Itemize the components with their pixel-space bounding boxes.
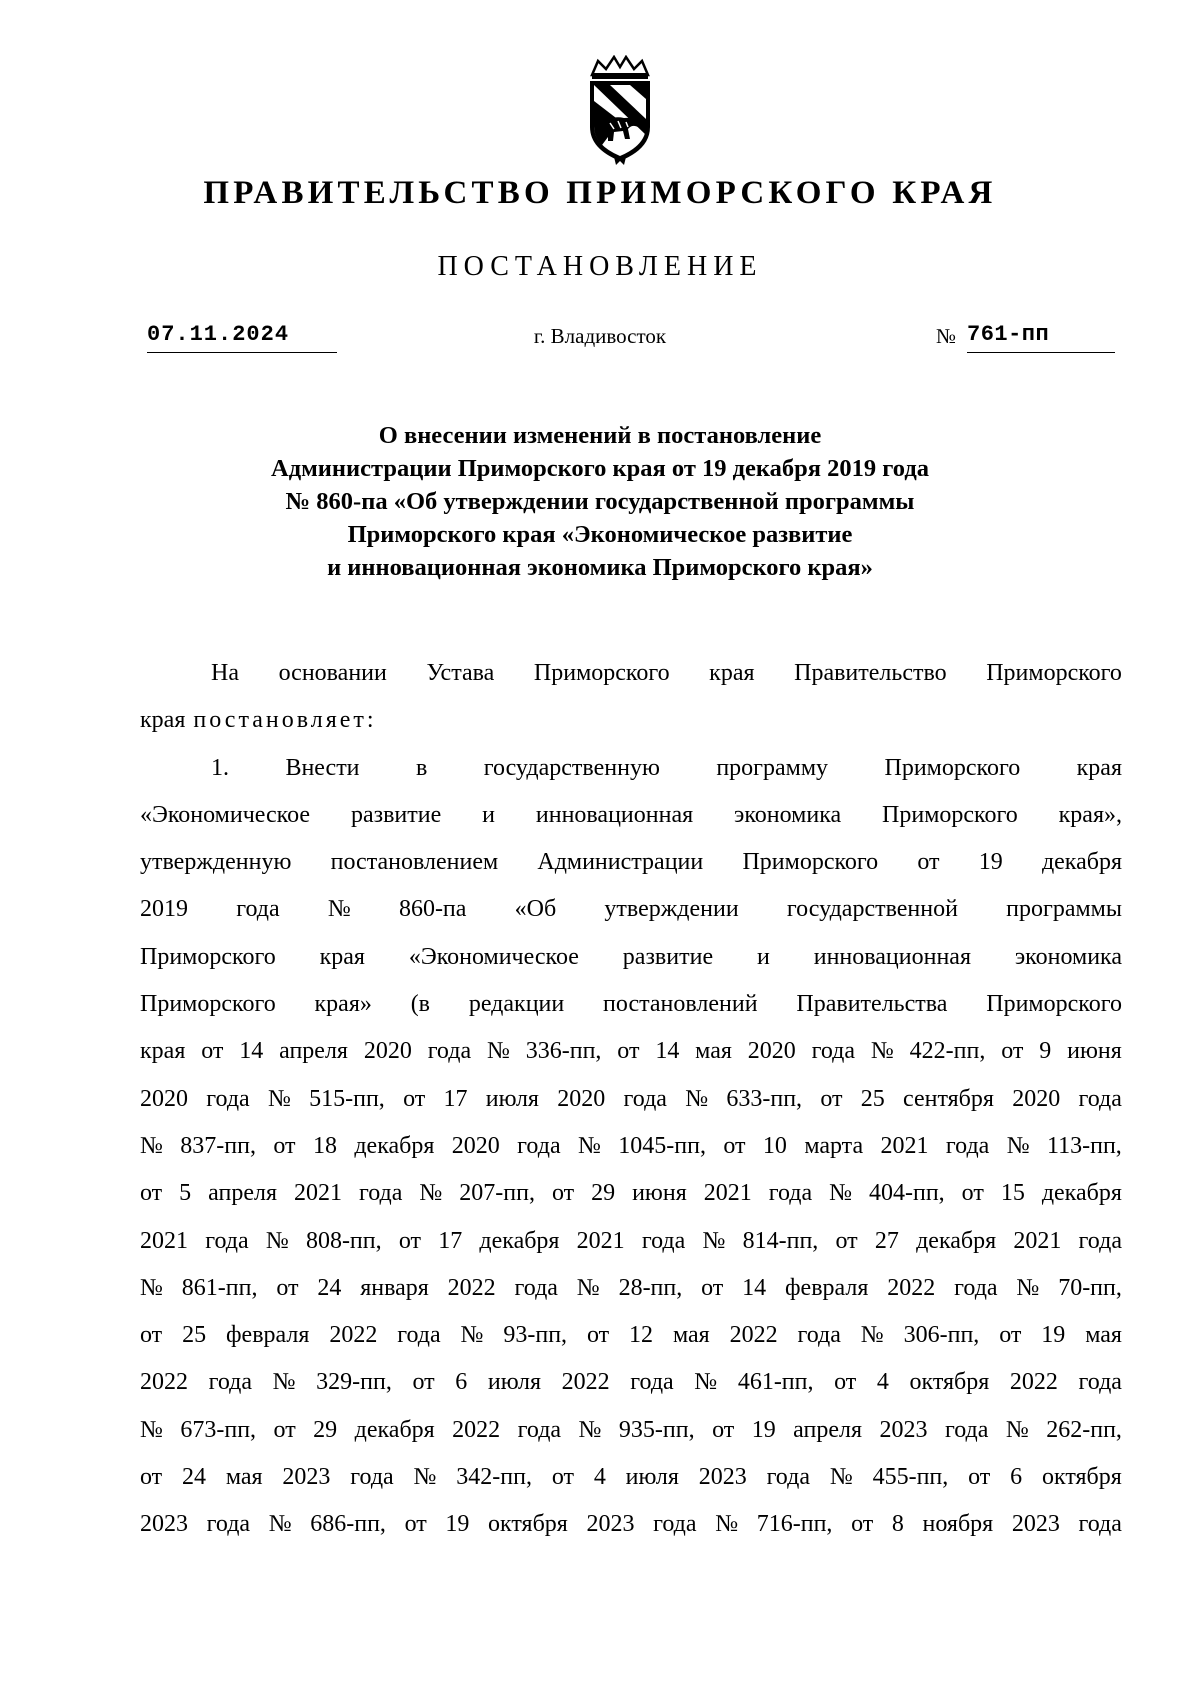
word: 6 <box>1010 1464 1023 1491</box>
word: года <box>236 896 280 923</box>
word: от <box>140 1322 163 1349</box>
paragraph-line <box>140 886 1122 933</box>
word: утверждении <box>604 896 739 923</box>
word: апреля <box>793 1416 863 1443</box>
word: развитие <box>350 801 442 828</box>
word: 422-пп, <box>909 1038 986 1065</box>
word: Приморского <box>140 943 276 970</box>
word: мая <box>695 1038 732 1065</box>
word: 515-пп, <box>309 1085 385 1112</box>
word: № <box>268 1511 292 1538</box>
word: марта <box>804 1132 864 1159</box>
word: № <box>576 1274 600 1301</box>
word: № <box>1005 1416 1029 1443</box>
word: 2020 <box>747 1038 796 1065</box>
word: постановлением <box>330 849 499 876</box>
word: от <box>551 1464 574 1491</box>
word: 14 <box>239 1038 264 1065</box>
word: июля <box>485 1085 539 1112</box>
word: года <box>1078 1511 1122 1538</box>
word: 455-пп, <box>872 1464 949 1491</box>
word: 113-пп, <box>1047 1132 1122 1159</box>
word: декабря <box>916 1227 997 1254</box>
word: апреля <box>208 1180 277 1207</box>
word: № <box>1006 1132 1030 1159</box>
word: Устава <box>426 660 495 686</box>
word: 19 <box>445 1511 470 1538</box>
word: года <box>944 1416 989 1443</box>
word: 4 <box>876 1369 889 1396</box>
word: 29 <box>313 1416 338 1443</box>
word: и <box>756 943 770 970</box>
word: 2022 <box>140 1369 188 1396</box>
word: Приморского <box>882 801 1018 828</box>
word: края <box>140 1038 186 1065</box>
word: «Экономическое <box>408 943 579 970</box>
word: июня <box>632 1180 687 1207</box>
word: 10 <box>762 1132 787 1159</box>
word: 25 <box>182 1322 207 1349</box>
word: 2020 <box>1012 1085 1061 1112</box>
word: Приморского <box>140 991 276 1018</box>
word: года <box>514 1274 558 1301</box>
word: 2023 <box>1011 1511 1060 1538</box>
paragraph-line <box>140 1218 1122 1265</box>
word: Администрации <box>537 849 704 876</box>
word: декабря <box>1041 1180 1122 1207</box>
word: развитие <box>622 943 714 970</box>
word: 673-пп, <box>180 1416 257 1443</box>
word: государственной <box>786 896 958 923</box>
paragraph-line <box>140 1501 1122 1548</box>
subject-line: Администрации Приморского края от 19 декабря 2019 года <box>271 455 929 482</box>
paragraph-line <box>140 745 1122 792</box>
word: 19 <box>978 849 1003 876</box>
word: 935-пп, <box>618 1416 695 1443</box>
word: 29 <box>591 1180 616 1207</box>
word: Приморского <box>742 849 879 876</box>
word: года <box>768 1180 813 1207</box>
word: от <box>586 1322 610 1349</box>
word: (в <box>410 991 431 1018</box>
word: января <box>360 1274 429 1301</box>
word: 1. <box>211 754 229 781</box>
paragraph-line <box>140 1265 1122 1312</box>
word: года <box>945 1132 990 1159</box>
word: постановлений <box>603 991 758 1018</box>
word: декабря <box>479 1227 560 1254</box>
word: 6 <box>455 1369 468 1396</box>
paragraph-line <box>140 1312 1122 1359</box>
word: года <box>811 1038 856 1065</box>
subject-line: № 860-па «Об утверждении государственной программы <box>285 488 915 515</box>
word: апреля <box>279 1038 348 1065</box>
paragraph-line <box>140 934 1122 981</box>
government-title: ПРАВИТЕЛЬСТВО ПРИМОРСКОГО КРАЯ <box>203 175 997 211</box>
coat-of-arms-icon <box>580 55 660 167</box>
word: года <box>358 1180 403 1207</box>
subject-line: О внесении изменений в постановление <box>378 422 822 449</box>
word: 15 <box>1000 1180 1025 1207</box>
word: 461-пп, <box>737 1369 814 1396</box>
word: 2021 <box>576 1227 625 1254</box>
word: и <box>482 801 495 828</box>
word: № <box>870 1038 894 1065</box>
document-body <box>140 650 1122 1549</box>
word: года <box>206 1511 251 1538</box>
word: 19 <box>1041 1322 1066 1349</box>
word: 262-пп, <box>1046 1416 1122 1443</box>
word: № <box>694 1369 718 1396</box>
word: № <box>327 896 351 923</box>
word: 5 <box>179 1180 192 1207</box>
word: декабря <box>354 1132 435 1159</box>
word: экономика <box>734 801 842 828</box>
subject-line: Приморского края «Экономическое развитие <box>347 521 853 548</box>
word: № <box>267 1085 291 1112</box>
word: 2023 <box>879 1416 928 1443</box>
word: года <box>205 1227 249 1254</box>
word: от <box>412 1369 435 1396</box>
resolves-word: постановляет: <box>193 707 377 734</box>
word: 19 <box>751 1416 776 1443</box>
word: октября <box>1041 1464 1122 1491</box>
word: № <box>413 1464 437 1491</box>
word: от <box>917 849 940 876</box>
word: от <box>403 1085 426 1112</box>
word: 70-пп, <box>1058 1274 1122 1301</box>
word: от <box>820 1085 843 1112</box>
word: 306-пп, <box>903 1322 980 1349</box>
word: края <box>319 943 365 970</box>
document-number: 761-пп <box>967 322 1115 353</box>
word: года <box>427 1038 472 1065</box>
word: года <box>623 1085 667 1112</box>
word: от <box>273 1416 296 1443</box>
word: Приморского <box>533 660 670 686</box>
word: Приморского <box>986 660 1122 686</box>
word: от <box>404 1511 427 1538</box>
word: 24 <box>317 1274 342 1301</box>
word: от <box>140 1180 163 1207</box>
word: 404-пп, <box>869 1180 945 1207</box>
word: года <box>1078 1369 1122 1396</box>
word: 17 <box>443 1085 468 1112</box>
word: № <box>140 1274 163 1301</box>
word: 2023 <box>698 1464 747 1491</box>
word: экономика <box>1014 943 1122 970</box>
word: года <box>1078 1085 1122 1112</box>
word: мая <box>672 1322 710 1349</box>
word: 207-пп, <box>459 1180 535 1207</box>
word: 329-пп, <box>316 1369 392 1396</box>
word: редакции <box>468 991 565 1018</box>
preamble-line <box>140 650 1122 697</box>
word: 8 <box>891 1511 904 1538</box>
word: № <box>829 1464 853 1491</box>
word: декабря <box>354 1416 435 1443</box>
word: мая <box>225 1464 263 1491</box>
word: 14 <box>655 1038 680 1065</box>
word: № <box>140 1132 163 1159</box>
word: На <box>211 660 239 686</box>
paragraph-line <box>140 792 1122 839</box>
word: года <box>954 1274 998 1301</box>
word: № <box>860 1322 884 1349</box>
word: 2019 <box>140 896 188 923</box>
word: Приморского <box>986 991 1122 1018</box>
word: от <box>712 1416 735 1443</box>
word: 342-пп, <box>456 1464 532 1491</box>
word: № <box>265 1227 289 1254</box>
word: февраля <box>225 1322 310 1349</box>
word: № <box>140 1416 163 1443</box>
word: 4 <box>593 1464 606 1491</box>
word: сентября <box>903 1085 994 1112</box>
preamble-line <box>140 697 1122 744</box>
word: от <box>723 1132 746 1159</box>
word: от <box>551 1180 575 1207</box>
word: от <box>276 1274 299 1301</box>
word: года <box>653 1511 697 1538</box>
paragraph-line <box>140 1076 1122 1123</box>
word: 2021 <box>293 1180 342 1207</box>
subject-line: и инновационная экономика Приморского края» <box>327 554 873 581</box>
word: года <box>206 1085 250 1112</box>
word: июля <box>487 1369 542 1396</box>
word: 2023 <box>282 1464 331 1491</box>
preamble-prefix: края <box>140 707 186 734</box>
word: от <box>617 1038 640 1065</box>
word: 2022 <box>329 1322 378 1349</box>
word: «Экономическое <box>140 801 311 828</box>
paragraph-line <box>140 1028 1122 1075</box>
word: в <box>415 754 428 781</box>
word: года <box>397 1322 441 1349</box>
word: 336-пп, <box>525 1038 602 1065</box>
word: основании <box>278 660 387 686</box>
word: 93-пп, <box>503 1322 568 1349</box>
word: февраля <box>785 1274 869 1301</box>
word: 2022 <box>887 1274 936 1301</box>
word: 716-пп, <box>756 1511 833 1538</box>
word: 28-пп, <box>618 1274 683 1301</box>
word: года <box>208 1369 253 1396</box>
word: Приморского <box>884 754 1021 781</box>
word: 18 <box>312 1132 337 1159</box>
paragraph-line <box>140 1123 1122 1170</box>
word: № <box>829 1180 853 1207</box>
word: от <box>273 1132 296 1159</box>
paragraph-line <box>140 839 1122 886</box>
word: программу <box>716 754 829 781</box>
word: года <box>1078 1227 1122 1254</box>
word: 2021 <box>703 1180 752 1207</box>
word: Правительства <box>796 991 948 1018</box>
word: 24 <box>182 1464 207 1491</box>
word: от <box>201 1038 224 1065</box>
word: программы <box>1006 896 1122 923</box>
word: 808-пп, <box>305 1227 382 1254</box>
paragraph-line <box>140 1454 1122 1501</box>
word: октября <box>909 1369 990 1396</box>
word: № <box>577 1132 601 1159</box>
word: 2023 <box>140 1511 188 1538</box>
word: 2022 <box>561 1369 610 1396</box>
word: 633-пп, <box>726 1085 803 1112</box>
paragraph-line <box>140 1170 1122 1217</box>
word: декабря <box>1041 849 1122 876</box>
word: 2022 <box>1009 1369 1058 1396</box>
word: № <box>272 1369 296 1396</box>
word: № <box>702 1227 726 1254</box>
word: 2021 <box>140 1227 188 1254</box>
word: 2022 <box>452 1416 501 1443</box>
paragraph-line <box>140 1407 1122 1454</box>
word: Правительство <box>794 660 947 686</box>
word: года <box>641 1227 686 1254</box>
word: 814-пп, <box>742 1227 819 1254</box>
word: года <box>517 1132 561 1159</box>
word: от <box>999 1322 1022 1349</box>
document-date: 07.11.2024 <box>147 322 337 353</box>
word: № <box>685 1085 709 1112</box>
word: утвержденную <box>140 849 292 876</box>
word: 2021 <box>880 1132 929 1159</box>
word: 12 <box>629 1322 654 1349</box>
word: 686-пп, <box>310 1511 386 1538</box>
word: 25 <box>860 1085 885 1112</box>
word: от <box>834 1369 857 1396</box>
paragraph-line <box>140 1359 1122 1406</box>
word: от <box>398 1227 421 1254</box>
word: государственную <box>483 754 660 781</box>
word: года <box>350 1464 394 1491</box>
document-type: ПОСТАНОВЛЕНИЕ <box>437 251 763 282</box>
word: 2022 <box>729 1322 778 1349</box>
word: 2020 <box>451 1132 500 1159</box>
number-sign: № <box>936 324 957 348</box>
word: 2020 <box>363 1038 412 1065</box>
document-subject <box>0 419 1200 584</box>
word: 837-пп, <box>180 1132 256 1159</box>
word: от <box>961 1180 984 1207</box>
word: 14 <box>742 1274 767 1301</box>
word: края», <box>1058 801 1122 828</box>
word: № <box>486 1038 510 1065</box>
word: 861-пп, <box>181 1274 258 1301</box>
word: № <box>1016 1274 1040 1301</box>
word: № <box>715 1511 739 1538</box>
word: от <box>1001 1038 1024 1065</box>
word: года <box>630 1369 674 1396</box>
word: «Об <box>514 896 557 923</box>
word: от <box>701 1274 724 1301</box>
word: 27 <box>874 1227 899 1254</box>
word: инновационная <box>813 943 971 970</box>
word: края» <box>314 991 372 1018</box>
word: июля <box>625 1464 679 1491</box>
word: № <box>460 1322 484 1349</box>
word: 9 <box>1039 1038 1052 1065</box>
word: края <box>709 660 755 686</box>
word: года <box>517 1416 562 1443</box>
word: 2021 <box>1013 1227 1062 1254</box>
word: от <box>851 1511 874 1538</box>
word: года <box>766 1464 810 1491</box>
word: края <box>1076 754 1122 781</box>
paragraph-line <box>140 981 1122 1028</box>
word: июня <box>1067 1038 1122 1065</box>
word: от <box>835 1227 858 1254</box>
word: 860-па <box>398 896 467 923</box>
word: 1045-пп, <box>618 1132 706 1159</box>
word: октября <box>488 1511 568 1538</box>
word: от <box>968 1464 991 1491</box>
word: года <box>797 1322 841 1349</box>
word: 2020 <box>557 1085 606 1112</box>
word: 2022 <box>447 1274 496 1301</box>
word: инновационная <box>535 801 694 828</box>
word: 17 <box>438 1227 463 1254</box>
word: 2020 <box>140 1085 188 1112</box>
word: мая <box>1085 1322 1122 1349</box>
word: № <box>578 1416 602 1443</box>
word: ноября <box>922 1511 994 1538</box>
word: от <box>140 1464 163 1491</box>
word: Внести <box>285 754 360 781</box>
document-city: г. Владивосток <box>533 324 667 348</box>
word: 2023 <box>586 1511 635 1538</box>
word: № <box>419 1180 443 1207</box>
